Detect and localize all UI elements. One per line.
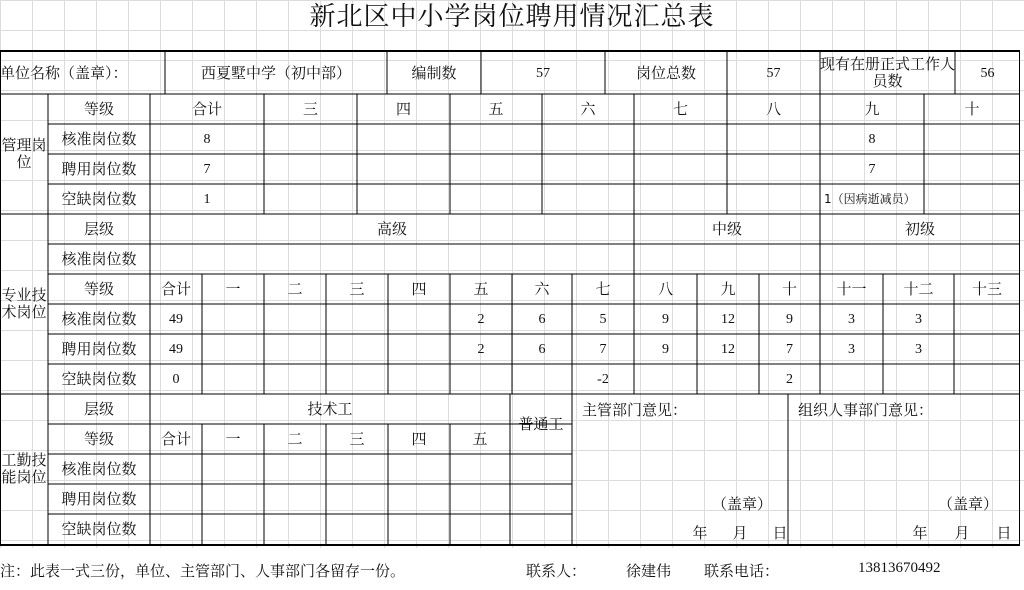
professional-grade-header: 一 — [225, 279, 241, 298]
management-cell — [357, 124, 450, 154]
management-cell — [634, 154, 727, 184]
professional-cell: 9 — [786, 311, 793, 327]
professional-cell: 5 — [599, 311, 607, 327]
management-row-label: 聘用岗位数 — [61, 159, 137, 178]
professional-grade-header: 五 — [473, 279, 489, 298]
professional-grade-header: 三 — [349, 279, 365, 298]
contact-label: 联系人： — [526, 562, 587, 580]
worker-grade-label: 等级 — [83, 429, 114, 448]
professional-cell: 3 — [915, 311, 922, 327]
professional-cell — [264, 334, 326, 364]
professional-cell: 12 — [721, 311, 735, 327]
level-junior: 初级 — [904, 219, 935, 238]
management-row-label: 空缺岗位数 — [61, 189, 137, 208]
professional-grade-header: 合计 — [160, 279, 191, 298]
footer — [0, 548, 1024, 590]
management-cell — [542, 154, 634, 184]
professional-section-label: 专业技术岗位 — [1, 286, 47, 321]
professional-grade-header: 十二 — [903, 279, 934, 298]
management-grade-header: 九 — [864, 99, 880, 118]
professional-cell — [326, 304, 388, 334]
worker-level-label: 层级 — [83, 399, 114, 418]
worker-row-label: 聘用岗位数 — [61, 489, 137, 508]
management-cell — [264, 184, 357, 214]
professional-cell: -2 — [597, 371, 609, 387]
professional-grade-header: 二 — [287, 279, 303, 298]
management-cell — [264, 124, 357, 154]
professional-cell — [512, 364, 572, 394]
management-grade-header: 十 — [964, 99, 980, 118]
worker-grade-header: 二 — [287, 429, 303, 448]
dept-date-year: 年 — [692, 523, 708, 542]
professional-cell: 0 — [172, 371, 180, 387]
management-cell — [264, 154, 357, 184]
management-section-label: 管理岗位 — [1, 136, 47, 171]
management-cell — [727, 124, 820, 154]
hr-seal-label: （盖章） — [938, 494, 999, 513]
worker-grade-header: 三 — [349, 429, 365, 448]
professional-cell: 6 — [538, 341, 546, 357]
dept-date-month: 月 — [732, 523, 748, 542]
management-cell — [450, 124, 542, 154]
professional-level-approved-label: 核准岗位数 — [61, 249, 137, 268]
management-grade-header: 五 — [488, 99, 504, 118]
professional-cell — [954, 304, 1020, 334]
management-grade-label: 等级 — [83, 99, 114, 118]
management-grade-header: 合计 — [191, 99, 222, 118]
professional-cell — [634, 364, 697, 394]
professional-cell — [388, 334, 450, 364]
management-cell — [727, 184, 820, 214]
professional-grade-header: 十三 — [971, 279, 1002, 298]
phone-number: 13813670492 — [858, 560, 941, 576]
hr-date-month: 月 — [954, 523, 970, 542]
professional-cell: 3 — [848, 341, 855, 357]
dept-seal-label: （盖章） — [712, 494, 773, 513]
professional-grade-header: 十 — [781, 279, 797, 298]
dept-opinion-label: 主管部门意见： — [582, 400, 688, 419]
skilled-worker-label: 技术工 — [307, 399, 353, 418]
management-cell: 8 — [868, 131, 876, 147]
professional-row-label: 空缺岗位数 — [61, 369, 137, 388]
professional-cell — [388, 304, 450, 334]
level-senior: 高级 — [376, 219, 407, 238]
management-cell — [924, 154, 1020, 184]
management-cell — [924, 184, 1020, 214]
professional-cell — [954, 334, 1020, 364]
hr-date-day: 日 — [996, 523, 1012, 542]
management-cell — [357, 154, 450, 184]
management-cell: 7 — [868, 161, 876, 177]
staff-count-label: 现有在册正式工作人员数 — [820, 55, 956, 90]
professional-cell: 3 — [915, 341, 922, 357]
management-grade-header: 七 — [672, 99, 688, 118]
professional-cell: 49 — [169, 341, 183, 357]
professional-cell — [264, 364, 326, 394]
dept-date-day: 日 — [772, 523, 788, 542]
professional-cell — [450, 364, 512, 394]
professional-grade-header: 七 — [595, 279, 611, 298]
professional-cell — [202, 364, 264, 394]
professional-cell — [388, 364, 450, 394]
professional-cell — [954, 364, 1020, 394]
unit-name-value: 西夏墅中学（初中部） — [200, 63, 351, 82]
professional-cell: 6 — [538, 311, 546, 327]
management-cell — [450, 154, 542, 184]
management-cell — [924, 124, 1020, 154]
page-title: 新北区中小学岗位聘用情况汇总表 — [309, 2, 715, 32]
professional-cell — [326, 334, 388, 364]
professional-cell: 3 — [848, 311, 855, 327]
professional-row-label: 核准岗位数 — [61, 309, 137, 328]
worker-grade-header: 四 — [411, 429, 427, 448]
management-cell: 8 — [203, 131, 211, 147]
worker-row-label: 空缺岗位数 — [61, 519, 137, 538]
worker-row-label: 核准岗位数 — [61, 459, 137, 478]
professional-cell — [820, 364, 883, 394]
worker-section-label: 工勤技能岗位 — [1, 451, 47, 486]
quota-value: 57 — [536, 65, 550, 81]
management-cell — [634, 124, 727, 154]
management-cell: 7 — [203, 161, 211, 177]
professional-cell: 49 — [169, 311, 183, 327]
professional-level-label: 层级 — [83, 219, 114, 238]
professional-cell — [202, 334, 264, 364]
management-cell — [727, 154, 820, 184]
unit-name-label: 单位名称（盖章）： — [0, 63, 128, 82]
professional-grade-label: 等级 — [83, 279, 114, 298]
posts-total-label: 岗位总数 — [635, 63, 696, 82]
professional-grade-header: 九 — [720, 279, 736, 298]
posts-total-value: 57 — [766, 65, 781, 81]
management-cell — [357, 184, 450, 214]
professional-cell: 12 — [721, 341, 735, 357]
professional-cell: 2 — [477, 341, 485, 357]
footer-note: 注：此表一式三份，单位、主管部门、人事部门各留存一份。 — [0, 562, 406, 580]
professional-grade-header: 十一 — [836, 279, 867, 298]
professional-cell: 2 — [786, 371, 793, 387]
management-cell: 1（因病逝减员） — [824, 191, 916, 206]
phone-label: 联系电话： — [704, 562, 780, 580]
professional-cell: 9 — [662, 341, 669, 357]
management-cell — [450, 184, 542, 214]
management-grade-header: 八 — [765, 99, 781, 118]
professional-grade-header: 八 — [657, 279, 673, 298]
worker-grade-header: 五 — [472, 429, 488, 448]
professional-cell: 9 — [662, 311, 669, 327]
hr-opinion-label: 组织人事部门意见： — [798, 400, 934, 419]
professional-grade-header: 四 — [411, 279, 427, 298]
summary-table — [0, 50, 1020, 546]
management-cell — [634, 184, 727, 214]
professional-cell — [264, 304, 326, 334]
management-cell — [542, 184, 634, 214]
hr-date-year: 年 — [912, 523, 928, 542]
management-row-label: 核准岗位数 — [61, 129, 137, 148]
worker-grade-header: 一 — [225, 429, 241, 448]
quota-label: 编制数 — [411, 63, 457, 82]
management-grade-header: 六 — [580, 99, 596, 118]
professional-grade-header: 六 — [534, 279, 550, 298]
professional-cell — [883, 364, 954, 394]
worker-grade-header: 合计 — [160, 429, 191, 448]
professional-cell — [697, 364, 759, 394]
management-grade-header: 四 — [395, 99, 411, 118]
management-cell — [542, 124, 634, 154]
general-worker-label: 普通工 — [518, 414, 564, 433]
level-intermediate: 中级 — [711, 219, 742, 238]
professional-cell: 7 — [786, 341, 793, 357]
professional-cell — [202, 304, 264, 334]
professional-cell: 7 — [599, 341, 607, 357]
management-cell: 1 — [203, 191, 211, 207]
contact-name: 徐建伟 — [626, 562, 672, 580]
professional-cell: 2 — [477, 311, 485, 327]
professional-cell — [326, 364, 388, 394]
staff-count-value: 56 — [980, 65, 995, 81]
professional-row-label: 聘用岗位数 — [61, 339, 137, 358]
management-grade-header: 三 — [302, 99, 318, 118]
